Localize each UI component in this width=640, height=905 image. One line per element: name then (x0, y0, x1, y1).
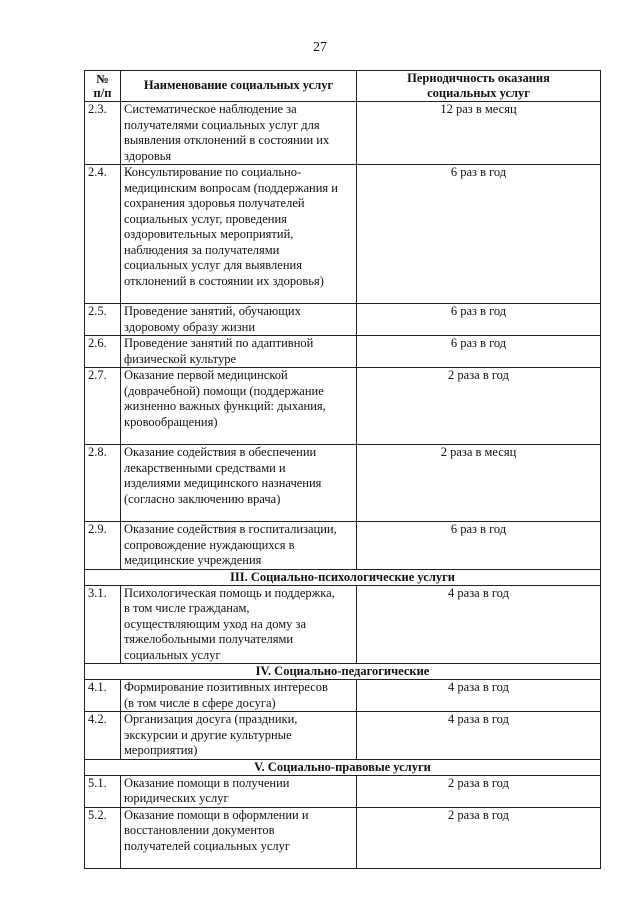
service-name (121, 680, 357, 712)
service-periodicity: 6 раз в год (357, 522, 601, 570)
service-name-line: Психологическая помощь и поддержка, (124, 585, 335, 600)
service-periodicity: 2 раза в год (357, 368, 601, 445)
header-service-name: Наименование социальных услуг (121, 71, 357, 102)
table-row (85, 807, 601, 869)
header-periodicity (357, 71, 601, 102)
table-header-row (85, 71, 601, 102)
table-row (85, 102, 601, 165)
service-name-line: Оказание первой медицинской (124, 368, 288, 382)
services-table (84, 70, 601, 869)
service-name-line: Систематическое наблюдение за (124, 102, 297, 116)
row-number: 2.8. (85, 445, 121, 522)
service-name (121, 304, 357, 336)
table-body (85, 102, 601, 869)
service-periodicity: 6 раз в год (357, 336, 601, 368)
section-title: III. Социально-психологические услуги (85, 569, 601, 585)
service-name-line: экскурсии и другие культурные (124, 727, 292, 742)
service-periodicity: 6 раз в год (357, 304, 601, 336)
row-spacer (124, 289, 353, 303)
service-name-line: тяжелобольными получателями (124, 632, 294, 646)
service-name-line: жизненно важных функций: дыхания, (124, 399, 326, 413)
service-name-line: здоровья (124, 148, 172, 163)
service-periodicity: 12 раз в месяц (357, 102, 601, 165)
row-number: 2.9. (85, 522, 121, 570)
service-name-line: изделиями медицинского назначения (124, 476, 322, 490)
row-number: 2.7. (85, 368, 121, 445)
service-name-line: (согласно заключению врача) (124, 491, 281, 506)
service-name-line: медицинские учреждения (124, 553, 262, 567)
service-name-line: юридических услуг (124, 791, 229, 805)
table-row (85, 304, 601, 336)
service-name-line: осуществляющим уход на дому за (124, 616, 307, 631)
service-name-line: кровообращения) (124, 414, 218, 429)
table-row (85, 712, 601, 760)
service-name-line: мероприятия) (124, 743, 198, 757)
service-name-line: восстановлении документов (124, 823, 275, 837)
service-periodicity: 6 раз в год (357, 165, 601, 304)
section-header-row (85, 569, 601, 585)
table-row (85, 680, 601, 712)
service-name-line: (доврачебной) помощи (поддержание (124, 383, 324, 398)
service-name-line: Организация досуга (праздники, (124, 712, 298, 726)
service-name-line: социальных услуг, проведения (124, 211, 287, 226)
page-number: 27 (313, 40, 327, 55)
row-spacer (124, 507, 353, 521)
table-row (85, 585, 601, 664)
service-periodicity: 2 раза в год (357, 807, 601, 869)
table-row (85, 445, 601, 522)
header-number-line-2: п/п (93, 86, 112, 100)
section-title: IV. Социально-педагогические (85, 664, 601, 680)
header-number (85, 71, 121, 102)
service-periodicity: 2 раза в год (357, 775, 601, 807)
row-spacer (124, 854, 353, 868)
table-row (85, 368, 601, 445)
service-name-line: сопровождение нуждающихся в (124, 537, 295, 552)
row-number: 2.6. (85, 336, 121, 368)
service-name-line: Оказание помощи в оформлении и (124, 807, 309, 822)
service-name-line: лекарственными средствами и (124, 460, 286, 475)
service-name (121, 585, 357, 664)
service-periodicity: 4 раза в год (357, 712, 601, 760)
row-number: 2.5. (85, 304, 121, 336)
header-periodicity-line-1: Периодичность оказания (407, 71, 550, 85)
row-spacer (124, 430, 353, 444)
row-number: 4.2. (85, 712, 121, 760)
service-name-line: (в том числе в сфере досуга) (124, 695, 276, 710)
row-number: 2.3. (85, 102, 121, 165)
header-number-line-1: № (96, 72, 109, 86)
row-number: 5.1. (85, 775, 121, 807)
service-name-line: наблюдения за получателями (124, 242, 280, 257)
service-name-line: Оказание содействия в госпитализации, (124, 522, 337, 536)
section-header-row (85, 759, 601, 775)
header-periodicity-line-2: социальных услуг (427, 86, 530, 100)
service-name-line: сохранения здоровья получателей (124, 196, 305, 210)
service-name-line: оздоровительных мероприятий, (124, 227, 294, 241)
service-name (121, 102, 357, 165)
service-name (121, 775, 357, 807)
service-name (121, 807, 357, 869)
service-name-line: Проведение занятий, обучающих (124, 304, 301, 318)
service-name-line: здоровому образу жизни (124, 319, 256, 334)
row-number: 3.1. (85, 585, 121, 664)
service-name (121, 336, 357, 368)
section-header-row (85, 664, 601, 680)
service-name-line: Оказание помощи в получении (124, 775, 290, 790)
service-periodicity: 2 раза в месяц (357, 445, 601, 522)
service-name-line: получателями социальных услуг для (124, 117, 320, 132)
service-name (121, 368, 357, 445)
service-name-line: отклонений в состоянии их здоровья) (124, 273, 324, 288)
service-name-line: Проведение занятий по адаптивной (124, 336, 314, 350)
service-periodicity: 4 раза в год (357, 680, 601, 712)
service-name-line: медицинским вопросам (поддержания и (124, 180, 338, 195)
table-row (85, 522, 601, 570)
service-periodicity: 4 раза в год (357, 585, 601, 664)
service-name-line: Консультирование по социально- (124, 165, 302, 179)
row-number: 5.2. (85, 807, 121, 869)
service-name-line: получателей социальных услуг (124, 838, 291, 853)
service-name-line: в том числе гражданам, (124, 601, 250, 615)
service-name-line: физической культуре (124, 351, 237, 366)
service-name-line: Формирование позитивных интересов (124, 680, 328, 694)
service-name-line: выявления отклонений в состоянии их (124, 133, 330, 147)
row-number: 2.4. (85, 165, 121, 304)
row-number: 4.1. (85, 680, 121, 712)
table-row (85, 775, 601, 807)
service-name (121, 165, 357, 304)
service-name (121, 712, 357, 760)
service-name-line: социальных услуг для выявления (124, 258, 302, 272)
service-name (121, 522, 357, 570)
table-row (85, 165, 601, 304)
service-name (121, 445, 357, 522)
service-name-line: Оказание содействия в обеспечении (124, 445, 317, 459)
section-title: V. Социально-правовые услуги (85, 759, 601, 775)
service-name-line: социальных услуг (124, 647, 221, 662)
table-row (85, 336, 601, 368)
